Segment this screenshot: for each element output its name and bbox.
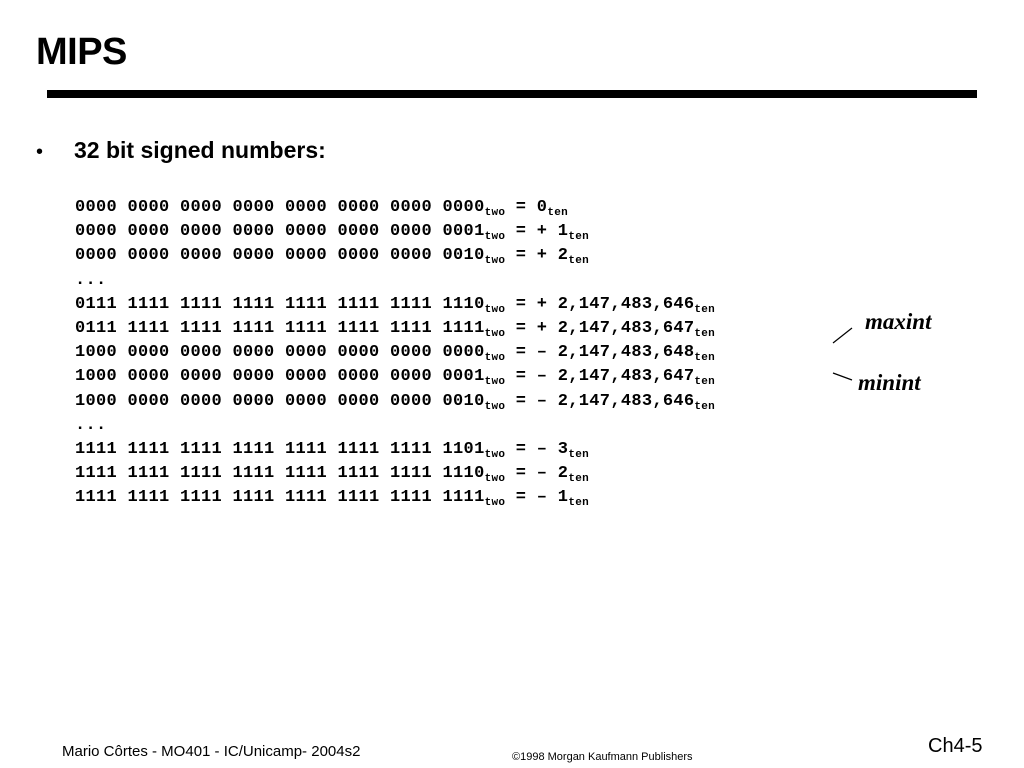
bullet-symbol: • (36, 141, 44, 163)
number-row (75, 244, 715, 268)
binary-value: 0111 1111 1111 1111 1111 1111 1111 1110 (75, 294, 485, 314)
decimal-value: = – 1 (505, 488, 569, 508)
base-two-subscript: two (484, 376, 506, 389)
binary-value: 1000 0000 0000 0000 0000 0000 0000 0000 (75, 343, 485, 363)
base-two-subscript: two (484, 473, 506, 486)
decimal-value: = + 2,147,483,647 (505, 318, 695, 338)
signed-number-table (75, 196, 715, 510)
decimal-value: = – 2,147,483,647 (505, 367, 695, 387)
footer-page-number: Ch4-5 (928, 735, 983, 757)
title-rule (47, 90, 977, 98)
footer-copyright: ©1998 Morgan Kaufmann Publishers (512, 751, 693, 763)
minint-label: minint (858, 370, 921, 395)
ellipsis-text: ... (75, 415, 107, 435)
binary-value: 0000 0000 0000 0000 0000 0000 0000 0000 (75, 198, 485, 217)
base-two-subscript: two (484, 303, 506, 316)
number-row (75, 365, 715, 389)
bullet-item (36, 136, 326, 166)
base-ten-subscript: ten (694, 303, 716, 316)
binary-value: 1111 1111 1111 1111 1111 1111 1111 1110 (75, 464, 485, 484)
decimal-value: = 0 (505, 198, 548, 217)
decimal-value: = – 2,147,483,648 (505, 343, 695, 363)
base-ten-subscript: ten (568, 231, 590, 244)
decimal-value: = + 2,147,483,646 (505, 294, 695, 314)
maxint-label: maxint (865, 309, 932, 334)
number-row-maxint (75, 317, 715, 341)
binary-value: 1111 1111 1111 1111 1111 1111 1111 1111 (75, 488, 485, 508)
decimal-value: = + 2 (505, 246, 569, 266)
base-ten-subscript: ten (694, 352, 716, 365)
base-ten-subscript: ten (568, 255, 590, 268)
number-row (75, 486, 715, 510)
number-row (75, 293, 715, 317)
binary-value: 0000 0000 0000 0000 0000 0000 0000 0001 (75, 222, 485, 242)
decimal-value: = – 2 (505, 464, 569, 484)
bullet-text: 32 bit signed numbers: (74, 137, 326, 163)
base-two-subscript: two (484, 207, 506, 219)
minint-leader-line (833, 373, 852, 380)
footer-author: Mario Côrtes - MO401 - IC/Unicamp- 2004s2 (62, 743, 361, 760)
number-row-minint (75, 341, 715, 365)
binary-value: 0000 0000 0000 0000 0000 0000 0000 0010 (75, 246, 485, 266)
base-two-subscript: two (484, 400, 506, 413)
base-two-subscript: two (484, 448, 506, 461)
base-two-subscript: two (484, 231, 506, 244)
base-ten-subscript: ten (694, 376, 716, 389)
base-ten-subscript: ten (694, 327, 716, 340)
base-ten-subscript: ten (568, 473, 590, 486)
number-row (75, 462, 715, 486)
number-row (75, 390, 715, 414)
binary-value: 0111 1111 1111 1111 1111 1111 1111 1111 (75, 318, 485, 338)
base-ten-subscript: ten (568, 448, 590, 461)
base-two-subscript: two (484, 327, 506, 340)
base-ten-subscript: ten (694, 400, 716, 413)
ellipsis-row (75, 269, 715, 293)
base-two-subscript: two (484, 255, 506, 268)
slide-title: MIPS (36, 31, 127, 73)
maxint-leader-line (833, 328, 852, 343)
ellipsis-text: ... (75, 270, 107, 290)
ellipsis-row (75, 414, 715, 438)
base-two-subscript: two (484, 497, 506, 510)
number-row (75, 438, 715, 462)
number-row (75, 220, 715, 244)
decimal-value: = + 1 (505, 222, 569, 242)
base-ten-subscript: ten (568, 497, 590, 510)
number-row (75, 196, 715, 220)
base-two-subscript: two (484, 352, 506, 365)
decimal-value: = – 3 (505, 439, 569, 459)
base-ten-subscript: ten (547, 207, 569, 219)
decimal-value: = – 2,147,483,646 (505, 391, 695, 411)
binary-value: 1000 0000 0000 0000 0000 0000 0000 0001 (75, 367, 485, 387)
binary-value: 1111 1111 1111 1111 1111 1111 1111 1101 (75, 439, 485, 459)
binary-value: 1000 0000 0000 0000 0000 0000 0000 0010 (75, 391, 485, 411)
